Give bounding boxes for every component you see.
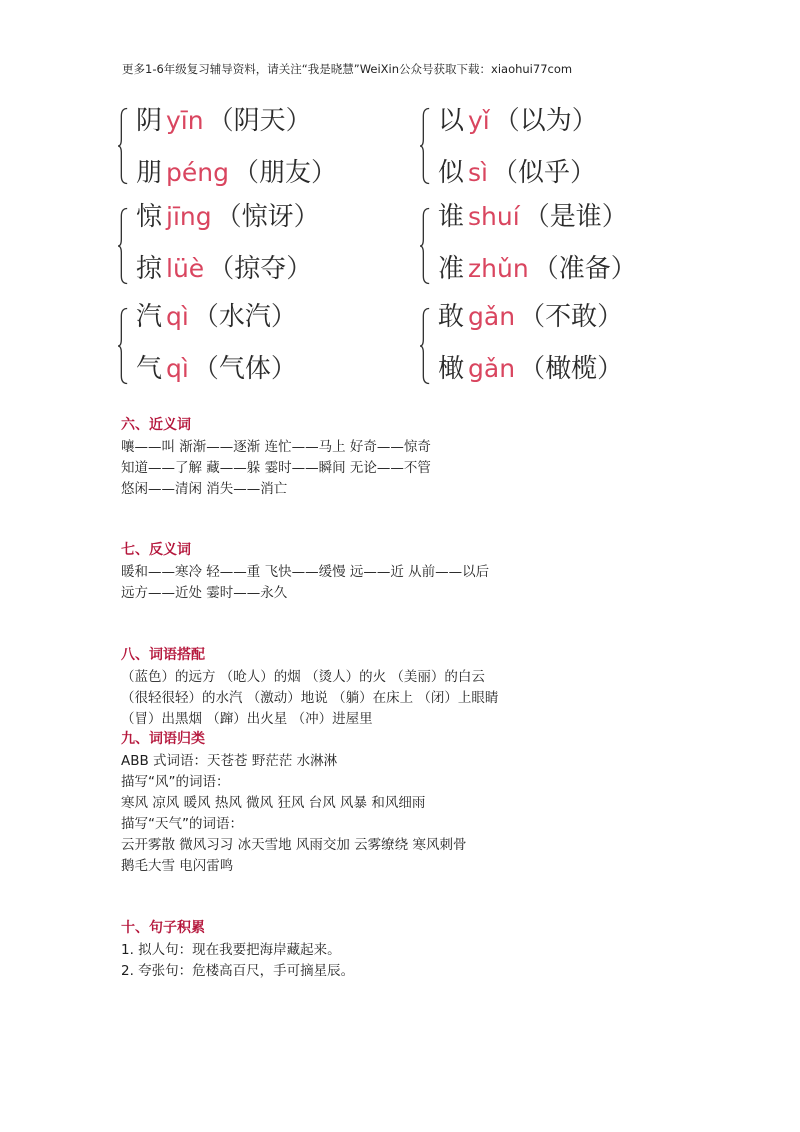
classification-line: 寒风 凉风 暖风 热风 微风 狂风 台风 风暴 和风细雨: [121, 795, 426, 811]
sentence-line: 2. 夸张句：危楼高百尺，手可摘星辰。: [121, 963, 355, 979]
char-row: 似 sì （似乎）: [438, 158, 597, 188]
page-header: 更多1-6年级复习辅导资料，请关注“我是晓慧”WeiXin公众号获取下载：xiaohui77com: [122, 62, 573, 76]
char-row: 掠 lüè （掠夺）: [136, 254, 313, 284]
antonym-line: 暖和——寒冷 轻——重 飞快——缓慢 远——近 从前——以后: [121, 564, 490, 580]
synonym-line: 悠闲——清闲 消失——消亡: [121, 481, 288, 497]
classification-line: ABB 式词语：天苍苍 野茫茫 水淋淋: [121, 753, 338, 769]
classification-line: 鹅毛大雪 电闪雷鸣: [121, 858, 234, 874]
section-title-sentences: 十、句子积累: [121, 920, 205, 936]
character-table: [118, 96, 650, 396]
collocation-line: （很轻很轻）的水汽 （激动）地说 （躺）在床上 （闭）上眼睛: [121, 690, 499, 706]
section-title-antonyms: 七、反义词: [121, 542, 191, 558]
char-row: 气 qì （气体）: [136, 354, 297, 384]
sentence-line: 1. 拟人句：现在我要把海岸藏起来。: [121, 942, 341, 958]
section-title-collocations: 八、词语搭配: [121, 647, 205, 663]
char-row: 以 yǐ （以为）: [438, 106, 598, 136]
brace-icon: [118, 300, 128, 392]
section-title-classification: 九、词语归类: [121, 731, 205, 747]
char-row: 准 zhǔn （准备）: [438, 254, 637, 284]
brace-icon: [118, 100, 128, 192]
synonym-line: 嚷——叫 渐渐——逐渐 连忙——马上 好奇——惊奇: [121, 439, 431, 455]
char-group: [118, 196, 378, 296]
synonym-line: 知道——了解 藏——躲 霎时——瞬间 无论——不管: [121, 460, 431, 476]
section-title-synonyms: 六、近义词: [121, 417, 191, 433]
collocation-line: （冒）出黑烟 （蹿）出火星 （冲）进屋里: [121, 711, 373, 727]
brace-icon: [118, 200, 128, 292]
brace-icon: [420, 300, 430, 392]
char-group: [118, 96, 378, 196]
char-row: 敢 gǎn （不敢）: [438, 302, 624, 332]
char-row: 惊 jīng （惊讶）: [136, 202, 320, 232]
char-group: [420, 296, 650, 396]
char-row: 橄 gǎn （橄榄）: [438, 354, 624, 384]
char-row: 谁 shuí （是谁）: [438, 202, 628, 232]
collocation-line: （蓝色）的远方 （呛人）的烟 （烫人）的火 （美丽）的白云: [121, 669, 485, 685]
classification-line: 描写“天气”的词语：: [121, 816, 243, 832]
brace-icon: [420, 100, 430, 192]
char-group: [420, 96, 650, 196]
classification-line: 云开雾散 微风习习 冰天雪地 风雨交加 云雾缭绕 寒风刺骨: [121, 837, 467, 853]
char-row: 汽 qì （水汽）: [136, 302, 297, 332]
char-row: 阴 yīn （阴天）: [136, 106, 312, 136]
char-group: [118, 296, 378, 396]
char-row: 朋 péng （朋友）: [136, 158, 338, 188]
antonym-line: 远方——近处 霎时——永久: [121, 585, 288, 601]
brace-icon: [420, 200, 430, 292]
char-group: [420, 196, 650, 296]
classification-line: 描写“风”的词语：: [121, 774, 230, 790]
